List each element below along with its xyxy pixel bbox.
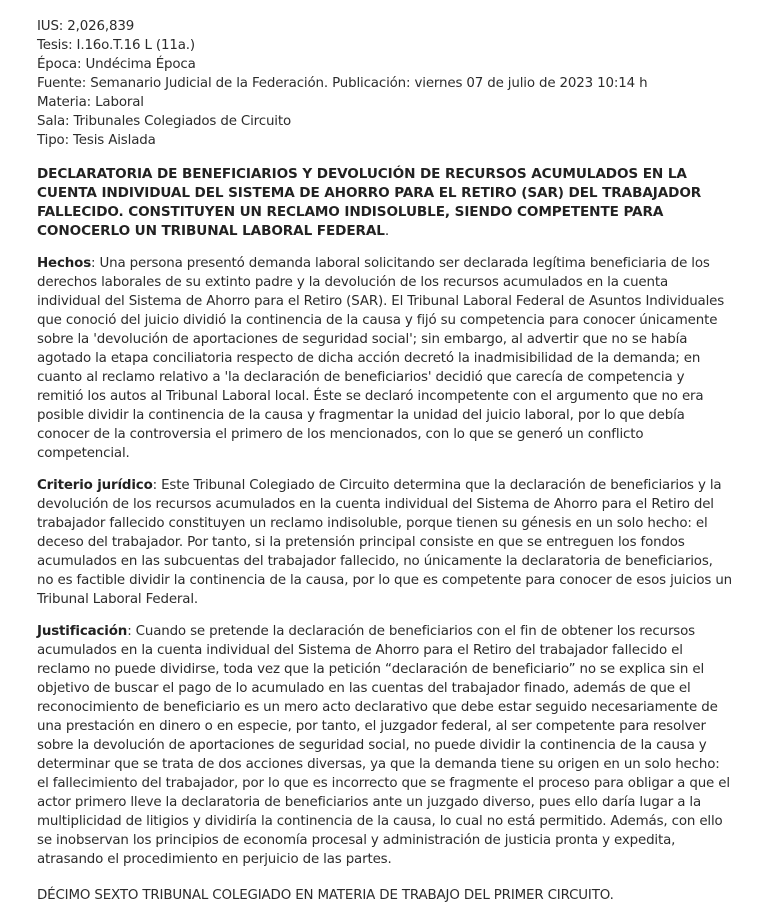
thesis-title-end: . — [384, 223, 390, 239]
thesis-title-text: DECLARATORIA DE BENEFICIARIOS Y DEVOLUCIÓN DE RECURSOS ACUMULADOS EN LA CUENTA INDIVIDUAL DEL SISTEMA DE AHORRO PARA EL RETIRO (SAR) DEL TRABAJADOR FALLECIDO. CONSTITUYEN UN RECLAMO INDISOLUBLE, SIENDO COMPETENTE PARA CONOCERLO UN TRIBUNAL LABORAL FEDERAL — [37, 166, 702, 239]
hechos-label: Hechos — [37, 256, 92, 271]
hechos-paragraph — [37, 254, 733, 463]
criterio-paragraph — [37, 476, 733, 609]
tesis-id: Tesis: I.16o.T.16 L (11a.) — [37, 38, 195, 53]
ius-number: IUS: 2,026,839 — [37, 19, 135, 34]
justificacion-label: Justificación — [37, 624, 128, 639]
tipo: Tipo: Tesis Aislada — [37, 133, 156, 148]
materia: Materia: Laboral — [37, 95, 144, 110]
fuente: Fuente: Semanario Judicial de la Federación. Publicación: viernes 07 de julio de 2023 10:14 h — [37, 76, 648, 91]
hechos-text: : Una persona presentó demanda laboral solicitando ser declarada legítima beneficiaria de los derechos laborales de su extinto padre y la devolución de los recursos acumulados en la cuenta individual del Sistema de Ahorro para el Retiro (SAR). El Tribunal Laboral Federal de Asuntos Individuales que conoció del juicio dividió la continencia de la causa y fijó su competencia para conocer únicamente sobre la 'devolución de aportaciones de seguridad social'; sin embargo, al advertir que no se había agotado la etapa conciliatoria respecto de dicha acción decretó la inadmisibilidad de la demanda; en cuanto al reclamo relativo a 'la declaración de beneficiarios' decidió que carecía de competencia y remitió los autos al Tribunal Laboral local. Éste se declaró incompetente con el argumento que no era posible dividir la continencia de la causa y fragmentar la unidad del juicio laboral, por lo que debía conocer de la controversia el primero de los mencionados, con lo que se generó un conflicto competencial. — [37, 256, 725, 461]
epoca: Época: Undécima Época — [37, 57, 196, 72]
criterio-label: Criterio jurídico — [37, 478, 153, 493]
justificacion-text: : Cuando se pretende la declaración de beneficiarios con el fin de obtener los recursos acumulados en la cuenta individual del Sistema de Ahorro para el Retiro del trabajador fallecido el reclamo no puede dividirse, toda vez que la petición “declaración de beneficiario” no se explica sin el objetivo de buscar el pago de lo acumulado en las cuentas del trabajador finado, además de que el reconocimiento de beneficiario es un mero acto declarativo que debe estar seguido necesariamente de una prestación en dinero o en especie, por tanto, el juzgador federal, al ser competente para resolver sobre la devolución de aportaciones de seguridad social, no puede dividir la continencia de la causa y determinar que se trata de dos acciones diversas, ya que la demanda tiene su origen en un solo hecho: el fallecimiento del trabajador, por lo que es incorrecto que se fragmente el proceso para obligar a que el actor primero lleve la declaratoria de beneficiarios ante un juzgado diverso, pues ello daría lugar a la multiplicidad de litigios y dividiría la continencia de la causa, lo cual no está permitido. Además, con ello se inobservan los principios de economía procesal y administración de justicia pronta y expedita, atrasando el procedimiento en perjuicio de las partes. — [37, 624, 730, 867]
thesis-title — [37, 165, 733, 241]
justificacion-paragraph — [37, 622, 733, 869]
metadata-block — [37, 17, 733, 150]
sala: Sala: Tribunales Colegiados de Circuito — [37, 114, 291, 129]
criterio-text: : Este Tribunal Colegiado de Circuito determina que la declaración de beneficiarios y la devolución de los recursos acumulados en la cuenta individual del Sistema de Ahorro para el Retiro del trabajador fallecido constituyen un reclamo indisoluble, porque tienen su génesis en un solo hecho: el deceso del trabajador. Por tanto, si la pretensión principal consiste en que se entreguen los fondos acumulados en las subcuentas del trabajador fallecido, no únicamente la declaratoria de beneficiarios, no es factible dividir la continencia de la causa, por lo que es competente para conocer de esos juicios un Tribunal Laboral Federal. — [37, 478, 733, 607]
court-footer: DÉCIMO SEXTO TRIBUNAL COLEGIADO EN MATERIA DE TRABAJO DEL PRIMER CIRCUITO. — [37, 888, 614, 903]
